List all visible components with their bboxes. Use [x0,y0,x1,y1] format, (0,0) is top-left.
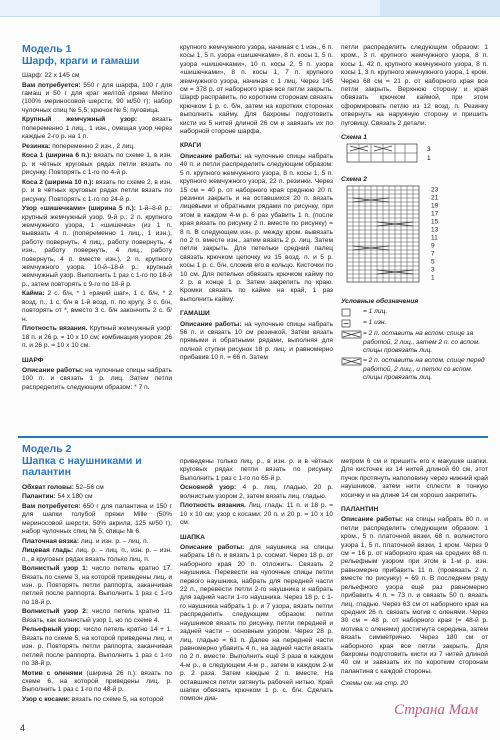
scarf-size: Шарф: 22 x 145 см [22,72,80,79]
cable-front-symbol-icon [341,357,363,366]
model1-column-3 [341,44,488,385]
schema2-row-label: 7 [431,250,435,258]
rib-stitch: Резинка: попеременно 2 изн., 2 лиц. [22,142,135,150]
model-divider [18,436,488,438]
top-banner-stripe [380,0,500,16]
page-number: 4 [20,723,26,733]
hat-description: Описание работы: для наушника на спицы набрать 16 п. и вязать 1 р. сосмат. Через 18 р. от наборного края 20 п. отложить. Связать 2 наушника. Перевести на чулочные спицы петли первого наушника, набрать для передней части 22 п., перевести петли 2-го наушника и набрать для задней части 1-го наушника. Через 18 р. с 1-го наушника набрать 1 р. и 7 узора, вязать петли распределить следующим образом: петли наушников вязать по рисунку, петли передней и задней части – основным узором. Через 28 р. лиц. гладью = 61 п. Далее на передней части равномерно убавить 4 п., на задней части вязать по 2 п. вместе. Выполнить ещё 3 раза в каждом 4-м р., в следующем 4-м р., затем в каждом 2-м р. 2 раза. Затем каждые 2 п. вместе. На оставшиеся петли затянуть рабочей нитью. Край шапки обвязать крючком 1 р. с. б/н. Сделать помпон диа- [180,544,333,703]
scarf-description-cont: крупного жемчужного узора, начиная с 1 изн., 6 п. косы 1, 5 п. узора «шишечками», 8 п. косы 1, 5 п. узора «шишечками», 10 п. косы 2, 5 п. узора «шишечками», 8 п. косы 1, 7 п. крупного жемчужного узора, начиная с 1 лиц. Через 145 см = 378 р. от наборного края все петли закрыть. Шарф расправить, по коротким сторонам связать крючком 1 р. с. б/н, затем на коротких сторонах выполнить кайму. Для бахромы подготовить кисти из 5 нитей длиной 26 см и завязать их по наборной стороне шарфа. [180,44,333,136]
stole-section-title: ПАЛАНТИН [341,506,379,514]
model2-subtitle: Шапка с наушниками и палантин [22,454,142,478]
schema1-chart [341,142,481,168]
braid2-stitch: Коса 2 (ширина 10 п.): вязать по схеме 2, в изн. р. и в чётных круговых рядах петли вязать по рисунку. Повторять с 1-го по 24-й р. [22,178,172,203]
legend-title: Условные обозначения [341,297,419,305]
legend-item-cable-front [341,357,488,382]
legend-knit-text: = 1 лиц. [363,308,388,316]
scarf-description: Описание работы: на чулочные спицы набрать 100 п. и связать 1 р. лиц. Затем петли распределить следующим образом: * 7 п. [22,366,172,391]
schema2-row-label: 15 [431,218,439,226]
model1-column-1 [22,44,172,393]
stole-size: Палантин: 54 х 180 см [22,493,93,501]
top-banner [0,0,500,17]
model2-column-3 [341,458,488,690]
model2-title: Модель 2 [22,443,72,455]
stockinette-stitch: Лицевая гладь: лиц. р. – лиц. п., изн. р. – изн. п., в круговых рядах вязать только лиц. п. [22,547,172,563]
model1-gauge: Плотность вязания. Крупный жемчужный узор: 18 п. и 26 р. = 10 х 10 см; комбинация узоров: 26 п. и 26 р. = 10 х 10 см. [22,325,172,350]
model2-yarn: Вам потребуется: 650 г для палантина и 150 г для шапки голубой пряжи Mille (50% мериносовой шерсти, 50% акрила, 125 м/50 г); набор чулочных спиц № 5; спицы № 6. [22,502,172,535]
edge-stitch: Кайма: 2 с. б/н, * 1 «рачий шаг», 1 с. б/н, * 2 возд. п., 1 с. б/н в 1-й возд. п. по кругу, 3 с. б/н, повторять от *, вместо 3 с. б/н закончить 2 с. б/н. [22,290,172,323]
model1-subtitle: Шарф, краги и гамаши [22,54,140,67]
model1-column-2 [180,44,333,364]
schema2-row-label: 11 [431,234,438,242]
model2-gauge: Плотность вязания. Лиц. гладь: 11 п. и 18 р. = 10 х 10 см; узор с косами: 20 п. и 20 р. = 10 х 10 см. [180,502,333,527]
stole-description: Описание работы: на спицы набрать 80 п. и петли распределить следующим образом: 1 кром., 5 п. платочной вязки, 68 п. волнистого узора 1, 5 п. платочной вязки, 1 кром. Через 9 см = 16 р. от наборного края на средних 68 п. рельефным узором при этом в 1-м р. изн. равномерно прибавить 11 п. (провязать 2 п. вместе по рисунку) = 69 п. В последнем ряду рельефного узора ещё раз равномерно прибавить 4 п. = 73 п. и связать 50 п. вязать лиц. гладью. Через 63 см от наборного края на средних 26 п. связать мотив с оленями. Через 30 см = 48 р. от наборного края (= 48-й р. мотива с оленями) достигнута середина, затем вязать симметрично. Через 180 см от наборного края все петли закрыть. Для бахромы подготовить кисти из 7 нитей длиной 40 см и завязать их по коротким сторонам палантина с каждой стороны. [341,516,488,675]
braids-stitch-cont: приведены только лиц. р., в изн. р. и в чётных круговых рядах петли вязать по рисунку. Выполнить 1 раз с 1-го по 65-й р. [180,458,333,482]
head-size: Обхват головы: 52–56 см [22,483,104,491]
scarf-section-title: ШАРФ [22,356,44,364]
model1-title: Модель 1 [22,43,72,55]
schema1-row-1: 1 [427,155,431,163]
watermark-logo: Страна Мам [394,702,479,718]
legend-item-purl [341,319,488,328]
legend-cable-back-text: = 2 п. оставить на вспом. спице за работой, 2 лиц., затем 2 п. со вспом. спицы провязать лиц. [363,330,481,354]
main-pattern: Основной узор: 4 р. лиц. гладью, 20 р. волнистым узором 2, затем вязать лиц. гладью. [180,484,334,500]
schema2-row-label: 13 [431,226,439,234]
schema2-row-label: 19 [431,202,439,210]
purl-symbol-icon [341,319,363,328]
schema1-label: Схема 1 [341,134,367,142]
braids-stitch: Узор с косами: вязать по схеме 5, на которой [22,695,164,703]
schema2-chart [341,184,481,290]
deer-motif: Мотив с оленями (ширина 26 п.): вязать по схеме 6, на которой приведены лиц. р. Выполнить 1 раз с 1-го по 48-й р. [22,669,172,694]
schema2-row-label: 3 [431,266,435,274]
braid1-stitch: Коса 1 (ширина 6 п.): вязать по схеме 1, в изн. р. и чётных круговых рядах петли вязать по рисунку. Повторять с 1-го по 4-й р. [22,152,172,177]
model1-yarn: Вам потребуется: 550 г для шарфа, 100 г для гамаш и 50 г для краг желтой пряжи Merino (100% мериносовой шерсти, 90 м/50 г); набор чулочных спиц № 5,5; крючок № 5; пуговица. [22,81,173,114]
gaiters-description-cont-2: петли распределить следующим образом: 1 кром., 3 п. крупного жемчужного узора, 8 п. косы 1, 42 п. крупного жемчужного узора, 8 п. косы 1, 3 п. крупного жемчужного узора, 1 кром. Через 68 см = 21 р. от наборного края все петли закрыть. Верхнюю сторону и края обвязать крючком каймой, при этом сформировать петлю из 12 возд. п. Резинку отвернуть на наружную сторону и пришить пуговицу. Связать 2 детали. [341,44,488,127]
relief-stitch: Рельефный узор: число петель кратно 14 + 1. Вязать по схеме 5, на которой приведены лиц. и изн. р. Повторять петли раппорта, заканчивая петлей после раппорта. Выполнить 1 раз с 1-го по 38-й р. [22,626,172,667]
schema2-row-label: 5 [431,258,435,266]
wave1-stitch: Волнистый узор 1: число петель кратно 17. Вязать по схеме 3, на которой приведены лиц. и изн. р. Повторять петли раппорта, заканчивая петлей после раппорта. Выполнить 1 раз с 1-го по 18-й р. [22,565,172,606]
wave2-stitch: Волнистый узор 2: число петель кратно 11. Вязать, как волнистый узор 1, но по схеме 4. [22,608,172,624]
hat-description-cont: метром 6 см и пришить его к макушке шапки. Для кисточек из 14 нитей длиной 60 см, этот пучок протянуть наполовину через нижний край наушников, затем нити сплести в тонкую косичку и на длине 14 см хорошо закрепить. [341,458,488,499]
model2-column-2 [180,458,333,705]
gaiters-section-title: ГАМАШИ [180,310,210,318]
legend-cable-front-text: = 2 п. оставить на вспом. спице перед работой, 2 лиц., и петли со вспом. спицы провязать лиц. [363,357,485,382]
schema2-row-label: 17 [431,210,439,218]
gloves-description: Описание работы: на чулочные спицы набрать 40 п. и петли распределить следующим образом: 5 п. крупного жемчужного узора, 8 п. косы 1, 5 п. крупного жемчужного узора, 22 п. резинки. Через 15 см = 40 р. от наборного края среднюю 20 п. резинки закрыть и на оставшихся 20 п. вязать лицевыми и обратными рядами по рисунку, при этом в каждом 4-м р. 6 раз убавить 1 п. (после края вязать по рисунку 2 п. вместе по рисунку) = 8 п. В следующем изн. р. между кром. вывязать по 2 п. вместе изн., затем вязать 2 р. лиц. Затем петли закрыть. Для петельки средний палец связать крючком цепочку из 15 возд. п. и 5 р. косы 1 р. с. б/н, сложив его в кольцо. Кисточки по 10 см. Для петельки обвязать крючком кайму по 2 р. в конце 1 р. Затем закрепить по краю. Кромки связать по кайме на край, 1 раз выполнить кайму. [180,152,333,303]
garter-stitch: Платочная вязка: лиц. и изн. р. – лиц. п. [22,537,149,545]
schema2-row-label: 1 [431,274,435,282]
schema2-row-label: 21 [431,194,439,202]
gaiters-description: Описание работы: на чулочные спицы набрать 56 п. и связать 10 см резинкой. Затем вязать прямыми и обратными рядами, выполняя для полной ступни рисунок 18 р. лиц. и равномерно прибавив 10 п. = 66 п. Затем [180,320,333,362]
cable-back-symbol-icon [341,330,363,339]
knit-symbol-icon [341,308,363,317]
gloves-section-title: КРАГИ [180,142,202,150]
legend-item-cable-back [341,330,488,355]
hat-section-title: ШАПКА [180,533,205,541]
schema2-row-label: 9 [431,242,435,250]
legend-item-knit [341,308,488,317]
schema2-label: Схема 2 [341,175,367,183]
legend-purl-text: = 1 изн. [363,319,387,327]
schema-link[interactable]: Схемы см. на стр. 20 [341,680,408,688]
bobble-stitch: Узор «шишечками» (ширина 5 п.): 1-й–8-й р.: крупный жемчужный узор. 9-й р.: 2 п. крупного жемчужного узора, 1 «шишечка» (из 1 п. вывязать 4 п. (попеременно 1 лиц., 1 изн.), работу повернуть, 4 лиц., работу повернуть, 4 изн., работу повернуть, 4 лиц., работу повернуть, 4 п. вместе изн.), 2 п. крупного жемчужного узора. 10-й–18-й р.: крупный жемчужный узор. Выполнить 1 раз с 1-го по 18-й р., затем повторять с 9-го по 18-й р. [22,205,172,288]
schema2-row-label: 23 [431,186,439,194]
schema1-row-3: 3 [427,146,431,154]
seed-stitch: Крупный жемчужный узор: вязать попеременно 1 лиц., 1 изн., смещая узор через каждые 2-го р. на 1 п. [22,116,172,141]
model2-column-1 [22,444,172,706]
